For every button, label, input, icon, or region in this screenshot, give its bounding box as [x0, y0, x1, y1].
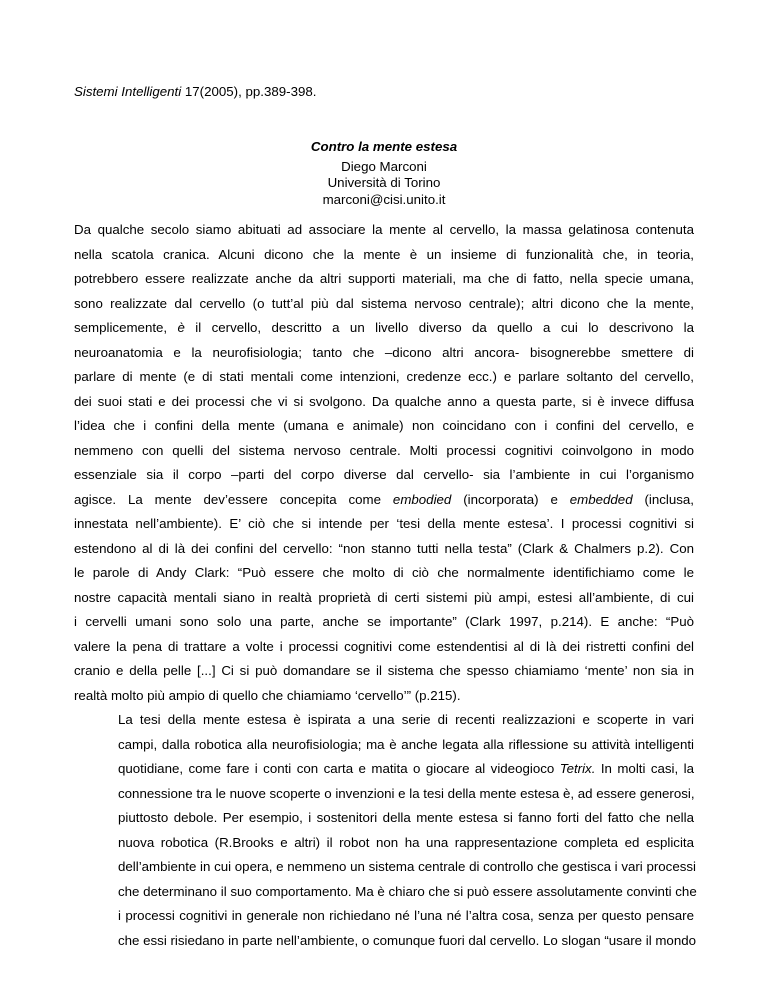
text-line: le parole di Andy Clark: “Può essere che molto di ciò che normalmente identifichiamo come le: [74, 565, 694, 580]
text-line: potrebbero essere realizzate anche da altri supporti materiali, ma che di fatto, nella specie umana,: [74, 271, 694, 286]
italic-term: è: [177, 320, 185, 335]
text-line: piuttosto debole. Per esempio, i sostenitori della mente estesa si fanno forti del fatto che nella: [118, 810, 694, 825]
text-line: dell’ambiente in cui opera, e nemmeno un sistema centrale di controllo che gestisca i vari processi: [118, 859, 696, 874]
author-affiliation: Università di Torino: [327, 175, 441, 190]
text-line: nella scatola cranica. Alcuni dicono che la mente è un insieme di funzionalità che, in teoria,: [74, 246, 694, 262]
text-line: sono realizzate dal cervello (o tutt’al più dal sistema nervoso centrale); altri dicono che la mente,: [74, 295, 694, 311]
text-line: nuova robotica (R.Brooks e altri) il robot non ha una rappresentazione completa ed esplicita: [118, 834, 694, 850]
text-line: i cervelli umani sono solo una parte, anche se importante” (Clark 1997, p.214). E anche: “Può: [74, 614, 694, 629]
text-line: agisce. La mente dev’essere concepita come embodied (incorporata) e embedded (inclusa,: [74, 491, 694, 507]
title-block: [0, 139, 768, 208]
text-line: dei suoi stati e dei processi che vi si svolgono. Da qualche anno a questa parte, si è invece diffusa: [74, 393, 694, 409]
text-line: essenziale sia il corpo –parti del corpo diverse dal cervello- sia l’ambiente in cui l’organismo: [74, 467, 694, 482]
text-line: innestata nell’ambiente). E’ ciò che si intende per ‘tesi della mente estesa’. I processi cognitivi si: [74, 516, 694, 531]
text-line: nemmeno con quelli del sistema nervoso centrale. Molti processi cognitivi coinvolgono in modo: [74, 442, 694, 458]
text-line: La tesi della mente estesa è ispirata a una serie di recenti realizzazioni e scoperte in vari: [118, 712, 694, 727]
text-line: che determinano il suo comportamento. Ma è chiaro che si può essere assolutamente convinti che: [118, 883, 697, 899]
journal-citation: [74, 83, 316, 101]
text-line: realtà molto più ampio di quello che chiamiamo ‘cervello’” (p.215).: [74, 687, 461, 703]
author-email: marconi@cisi.unito.it: [322, 191, 446, 207]
text-line: connessione tra le nuove scoperte o invenzioni e la tesi della mente estesa è, ad essere generosi,: [118, 785, 695, 801]
text-line: nostre capacità mentali siano in realtà proprietà di certi sistemi più ampi, estesi all’ambiente, di cui: [74, 589, 694, 605]
citation-details: 17(2005), pp.389-398.: [181, 84, 317, 99]
text-line: neuroanatomia e la neurofisiologia; tanto che –dicono altri ancora- bisognerebbe smettere di: [74, 344, 694, 360]
text-line: parlare di mente (e di stati mentali come intenzioni, credenze ecc.) e parlare soltanto del cervello,: [74, 369, 694, 384]
text-line: che essi risiedano in parte nell’ambiente, o comunque fuori dal cervello. Lo slogan “usare il mondo: [118, 932, 697, 948]
text-line: valere la pena di trattare a volte i processi cognitivi come estendentisi al di là dei ristretti confini del: [74, 638, 694, 654]
text-line: cranio e della pelle [...] Ci si può domandare se il sistema che spesso chiamiamo ‘mente’ non sia in: [74, 663, 694, 678]
paragraph-1: [74, 218, 694, 708]
author-name: Diego Marconi: [341, 158, 427, 174]
article-body: [74, 218, 697, 953]
italic-term: Tetrix.: [559, 761, 596, 776]
paragraph-2: [74, 708, 697, 953]
text-line: estendono al di là dei confini del cervello: “non stanno tutti nella testa” (Clark & Chalmers p.2). Con: [74, 540, 694, 556]
text-line: semplicemente, è il cervello, descritto a un livello diverso da quello a cui lo descrivono la: [74, 320, 695, 335]
text-line: quotidiane, come fare i conti con carta e matita o giocare al videogioco Tetrix. In molti casi, la: [118, 761, 694, 776]
text-line: i processi cognitivi in generale non richiedano né l’una né l’altra cosa, senza per questo pensare: [118, 908, 694, 923]
text-line: campi, dalla robotica alla neurofisiologia; ma è anche legata alla riflessione su attività intelligenti: [118, 736, 694, 752]
text-line: l’idea che i confini della mente (umana e animale) non coincidano con i confini del cervello, e: [74, 418, 694, 433]
italic-term: embodied: [392, 491, 452, 507]
italic-term: embedded: [569, 491, 633, 507]
article-title: Contro la mente estesa: [310, 139, 458, 154]
text-line: Da qualche secolo siamo abituati ad associare la mente al cervello, la massa gelatinosa contenuta: [74, 222, 694, 237]
journal-name: Sistemi Intelligenti: [74, 84, 182, 99]
